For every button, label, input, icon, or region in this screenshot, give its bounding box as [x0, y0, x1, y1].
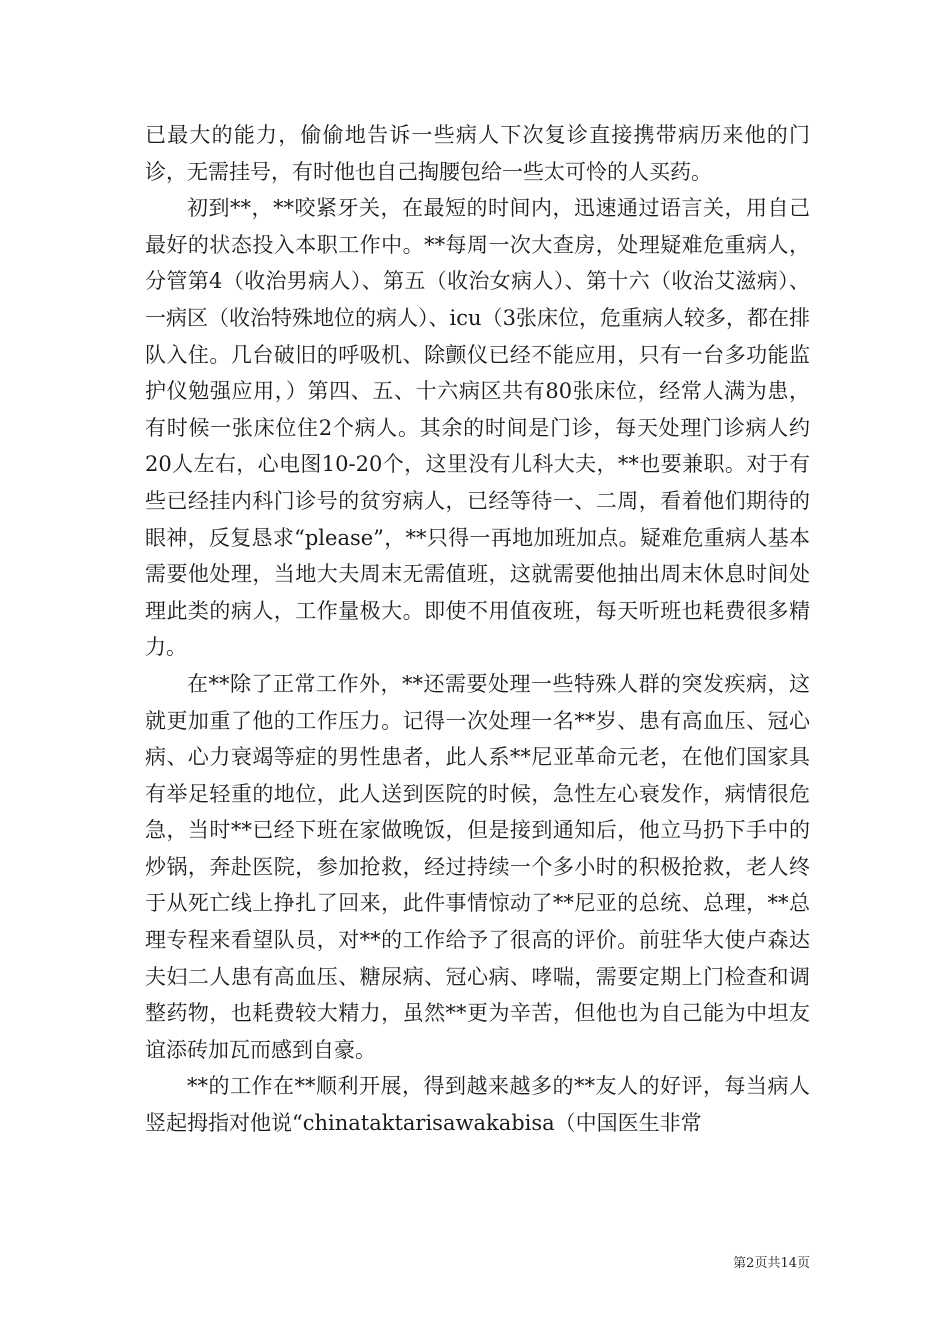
paragraph: 初到**，**咬紧牙关，在最短的时间内，迅速通过语言关，用自己最好的状态投入本职工作中。**每周一次大查房，处理疑难危重病人，分管第4（收治男病人）、第五（收治女病人）、第十六（收治艾滋病）、一病区（收治特殊地位的病人）、icu（3张床位，危重病人较多，都在排队入住。几台破旧的呼吸机、除颤仪已经不能应用，只有一台多功能监护仪勉强应用，）第四、五、十六病区共有80张床位，经常人满为患，有时候一张床位住2个病人。其余的时间是门诊，每天处理门诊病人约20人左右，心电图10-20个，这里没有儿科大夫，**也要兼职。对于有些已经挂内科门诊号的贫穷病人，已经等待一、二周，看着他们期待的眼神，反复恳求“please”，**只得一再地加班加点。疑难危重病人基本需要他处理，当地大夫周末无需值班，这就需要他抽出周末休息时间处理此类的病人，工作量极大。即使不用值夜班，每天听班也耗费很多精力。 [145, 196, 810, 660]
paragraph: **的工作在**顺利开展，得到越来越多的**友人的好评，每当病人竖起拇指对他说“chinataktarisawakabisa（中国医生非常 [145, 1074, 810, 1136]
paragraph-continuation: 已最大的能力，偷偷地告诉一些病人下次复诊直接携带病历来他的门诊，无需挂号，有时他也自己掏腰包给一些太可怜的人买药。 [145, 123, 810, 184]
paragraph: 在**除了正常工作外，**还需要处理一些特殊人群的突发疾病，这就更加重了他的工作压力。记得一次处理一名**岁、患有高血压、冠心病、心力衰竭等症的男性患者，此人系**尼亚革命元老，在他们国家具有举足轻重的地位，此人送到医院的时候，急性左心衰发作，病情很危急，当时**已经下班在家做晚饭，但是接到通知后，他立马扔下手中的炒锅，奔赴医院，参加抢救，经过持续一个多小时的积极抢救，老人终于从死亡线上挣扎了回来，此件事情惊动了**尼亚的总统、总理，**总理专程来看望队员，对**的工作给予了很高的评价。前驻华大使卢森达夫妇二人患有高血压、糖尿病、冠心病、哮喘，需要定期上门检查和调整药物，也耗费较大精力，虽然**更为辛苦，但他也为自己能为中坦友谊添砖加瓦而感到自豪。 [145, 671, 810, 1062]
page-number-footer: 第2页共14页 [733, 1256, 810, 1271]
body-text [145, 117, 810, 1142]
